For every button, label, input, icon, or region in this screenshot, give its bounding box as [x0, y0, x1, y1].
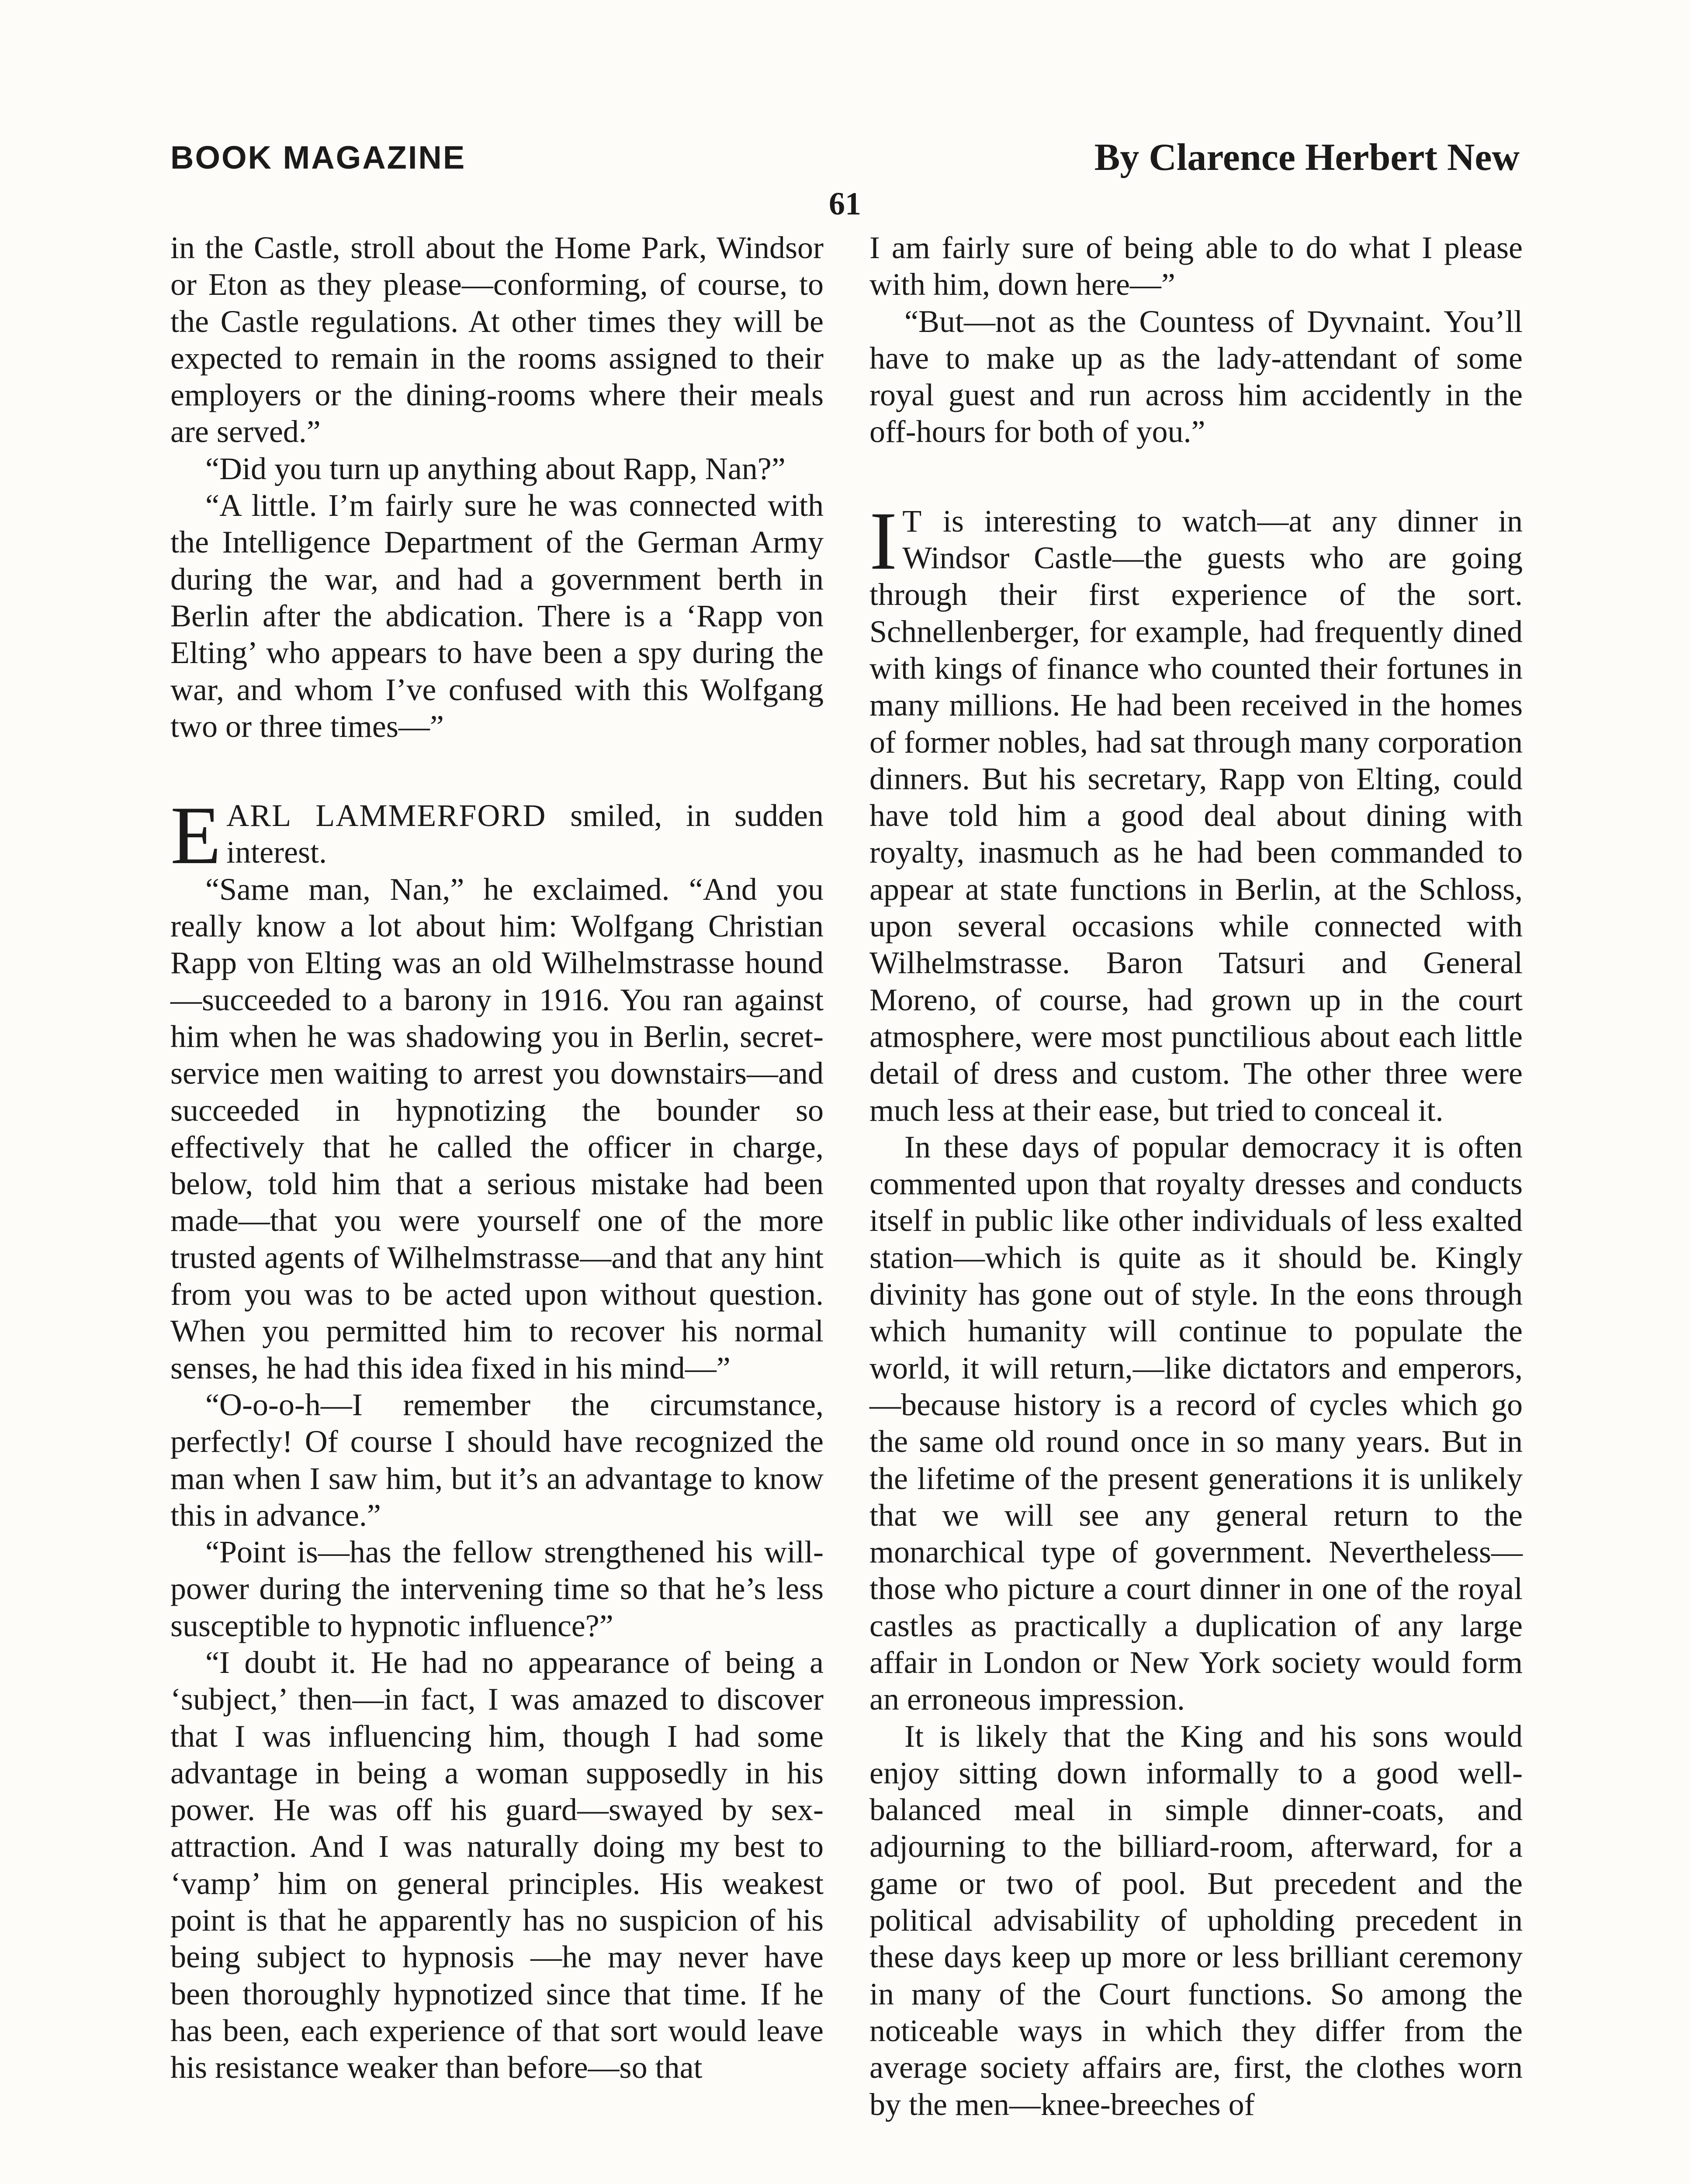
running-head	[170, 136, 1520, 187]
page-number: 61	[829, 186, 861, 222]
paragraph: “But—not as the Countess of Dyvnaint. You’ll have to make up as the lady-attendant of some royal guest and run across him accidently in the off-hours for both of you.”	[869, 304, 1523, 449]
paragraph: “Did you turn up anything about Rapp, Nan?”	[205, 451, 786, 486]
paragraph-text: is interesting to watch—at any dinner in Windsor Castle—the guests who are going through their first experience of the sort. Schnellenberger, for example, had frequently dined with kings of finance who counted their fortunes in many millions. He had been received in the homes of former nobles, had sat through many corporation dinners. But his secretary, Rapp von Elting, could have told him a good deal about dining with royalty, inasmuch as he had been commanded to appear at state functions in Berlin, at the Schloss, upon several occasions while connected with Wilhelmstrasse. Baron Tatsuri and General Moreno, of course, had grown up in the court atmosphere, were most punctilious about each little detail of dress and custom. The other three were much less at their ease, but tried to conceal it.	[869, 503, 1523, 1128]
paragraph: “A little. I’m fairly sure he was connected with the Intelligence Department of the German Army during the war, and had a government berth in Berlin after the abdication. There is a ‘Rapp von Elting’ who appears to have been a spy during the war, and whom I’ve confused with this Wolfgang two or three times—”	[170, 488, 824, 744]
drop-cap: E	[170, 790, 222, 882]
paragraph: “O-o-o-h—I remember the circumstance, perfectly! Of course I should have recognized the man when I saw him, but it’s an advantage to know this in advance.”	[170, 1387, 824, 1533]
magazine-title: BOOK MAGAZINE	[170, 139, 466, 176]
right-column	[869, 229, 1523, 2123]
paragraph: “Point is—has the fellow strengthened his will-power during the intervening time so that he’s less susceptible to hypnotic influence?”	[170, 1534, 824, 1643]
paragraph: It is likely that the King and his sons would enjoy sitting down informally to a good well-balanced meal in simple dinner-coats, and adjourning to the billiard-room, afterward, for a game or two of pool. But precedent and the political advisability of upholding precedent in these days keep up more or less brilliant ceremony in many of the Court functions. So among the noticeable ways in which they differ from the average society affairs are, first, the clothes worn by the men—knee-breeches of	[869, 1718, 1523, 2122]
left-column	[170, 229, 824, 2086]
drop-cap: I	[869, 495, 897, 587]
section-opening-paragraph	[869, 495, 1523, 1129]
paragraph: “Same man, Nan,” he exclaimed. “And you really know a lot about him: Wolfgang Christian Rapp von Elting was an old Wilhelmstrasse hound—succeeded to a barony in 1916. You ran against him when he was shadowing you in Berlin, secret-service men waiting to arrest you downstairs—and succeeded in hypnotizing the bounder so effectively that he called the officer in charge, below, told him that a serious mistake had been made—that you were yourself one of the more trusted agents of Wilhelmstrasse—and that any hint from you was to be acted upon without question. When you permitted him to recover his normal senses, he had this idea fixed in his mind—”	[170, 871, 824, 1386]
section-opening-paragraph	[170, 790, 824, 882]
paragraph: I am fairly sure of being able to do what I please with him, down here—”	[869, 230, 1523, 302]
author-byline: By Clarence Herbert New	[1094, 136, 1520, 179]
paragraph-text: smiled, in sudden interest.	[226, 798, 824, 870]
paragraph: In these days of popular democracy it is often commented upon that royalty dresses and conducts itself in public like other individuals of less exalted station—which is quite as it should be. Kingly divinity has gone out of style. In the eons through which humanity will continue to populate the world, it will return,—like dictators and emperors,—because history is a record of cycles which go the same old round once in so many years. But in the lifetime of the present generations it is unlikely that we will see any general return to the monarchical type of government. Nevertheless—those who picture a court dinner in one of the royal castles as practically a duplication of any large affair in London or New York society would form an erroneous impression.	[869, 1129, 1523, 1717]
small-caps-lead: ARL LAMMERFORD	[226, 798, 547, 833]
small-caps-lead: T	[902, 503, 923, 539]
paragraph: in the Castle, stroll about the Home Park, Windsor or Eton as they please—conforming, of course, to the Castle regulations. At other times they will be expected to remain in the rooms assigned to their employers or the dining-rooms where their meals are served.”	[170, 230, 824, 449]
paragraph: “I doubt it. He had no appearance of being a ‘subject,’ then—in fact, I was amazed to discover that I was influencing him, though I had some advantage in being a woman supposedly in his power. He was off his guard—swayed by sex-attraction. And I was naturally doing my best to ‘vamp’ him on general principles. His weakest point is that he apparently has no suspicion of his being subject to hypnosis —he may never have been thoroughly hypnotized since that time. If he has been, each experience of that sort would leave his resistance weaker than before—so that	[170, 1645, 824, 2085]
